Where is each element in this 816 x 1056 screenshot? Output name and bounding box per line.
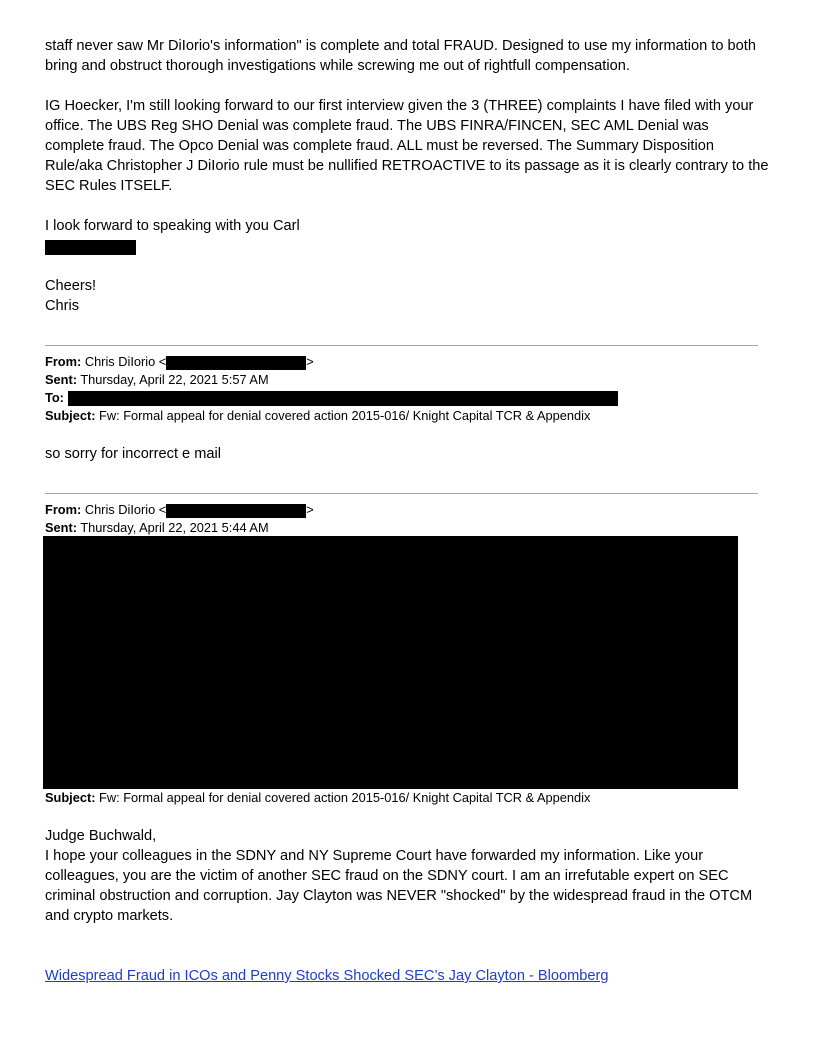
email1-sent xyxy=(45,371,269,389)
subject-label: Subject: xyxy=(45,790,96,805)
from-name: Chris DiIorio < xyxy=(84,502,167,517)
paragraph-fraud-statement: staff never saw Mr DiIorio's information" is complete and total FRAUD. Designed to use my information to both bring and obstruct thorough investigations while screwing me out of rightfull compensation. xyxy=(45,38,756,74)
to-label: To: xyxy=(45,390,64,405)
bloomberg-article-link[interactable]: Widespread Fraud in ICOs and Penny Stocks Shocked SEC’s Jay Clayton - Bloomberg xyxy=(45,968,609,984)
subject-value: Fw: Formal appeal for denial covered action 2015-016/ Knight Capital TCR & Appendix xyxy=(99,790,591,805)
signoff-name: Chris xyxy=(45,298,80,314)
paragraph-ig-hoecker: IG Hoecker, I'm still looking forward to our first interview given the 3 (THREE) complaints I have filed with your office. The UBS Reg SHO Denial was complete fraud. The UBS FINRA/FINCEN, SEC AML Denial was complete fraud. The Opco Denial was complete fraud. ALL must be reversed. The Summary Disposition Rule/aka Christopher J DiIorio rule must be nullified RETROACTIVE to its passage as it is clearly contrary to the SEC Rules ITSELF. xyxy=(45,98,769,194)
email-separator xyxy=(45,493,758,494)
article-link-line xyxy=(45,966,770,986)
email2-greeting: Judge Buchwald, xyxy=(45,828,157,844)
from-label: From: xyxy=(45,502,82,517)
email2-from xyxy=(45,501,314,519)
email1-body: so sorry for incorrect e mail xyxy=(45,446,221,462)
redacted-email-address xyxy=(166,356,306,370)
sent-value: Thursday, April 22, 2021 5:57 AM xyxy=(80,372,269,387)
subject-label: Subject: xyxy=(45,408,96,423)
sent-label: Sent: xyxy=(45,520,77,535)
from-name: Chris DiIorio < xyxy=(84,354,167,369)
email2-body: I hope your colleagues in the SDNY and NY Supreme Court have forwarded my information. Like your colleagues, you are the victim of another SEC fraud on the SDNY court. I am an irrefutable expert on SEC criminal obstruction and corruption. Jay Clayton was NEVER "shocked" by the widespread fraud in the OTCM and crypto markets. xyxy=(45,848,753,924)
email1-to xyxy=(45,389,618,407)
redacted-recipients-block xyxy=(43,536,738,789)
from-close: > xyxy=(306,354,314,369)
sent-label: Sent: xyxy=(45,372,77,387)
email1-from xyxy=(45,353,314,371)
subject-value: Fw: Formal appeal for denial covered action 2015-016/ Knight Capital TCR & Appendix xyxy=(99,408,591,423)
email-separator xyxy=(45,345,758,346)
sent-value: Thursday, April 22, 2021 5:44 AM xyxy=(80,520,269,535)
from-label: From: xyxy=(45,354,82,369)
from-close: > xyxy=(306,502,314,517)
redacted-block xyxy=(45,240,136,255)
paragraph-look-forward: I look forward to speaking with you Carl xyxy=(45,218,300,234)
signoff-cheers: Cheers! xyxy=(45,278,97,294)
email2-subject xyxy=(45,789,590,807)
email1-subject xyxy=(45,407,590,425)
email2-sent xyxy=(45,519,269,537)
redacted-recipients xyxy=(68,391,618,406)
redacted-email-address xyxy=(166,504,306,518)
